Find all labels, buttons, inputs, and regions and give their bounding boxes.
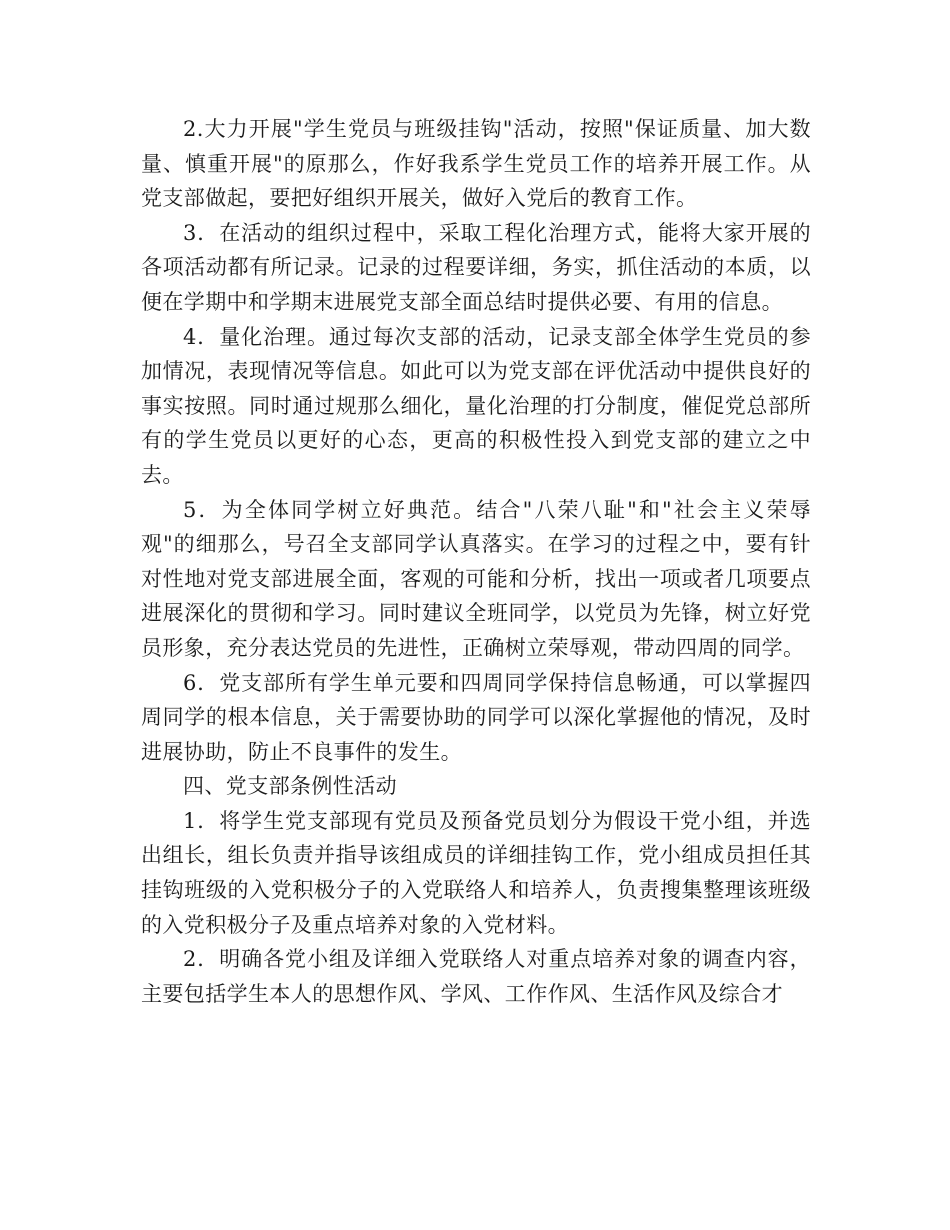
section-heading-four: 四、党支部条例性活动 [183, 774, 397, 799]
paragraph-item-2: 2.大力开展"学生党员与班级挂钩"活动，按照"保证质量、加大数量、慎重开展"的原那么，作好我系学生党员工作的培养开展工作。从党支部做起，要把好组织开展关，做好入党后的教育工作。 [141, 117, 811, 211]
document-body [141, 112, 811, 1011]
paragraph-item-6: 6．党支部所有学生单元要和四周同学保持信息畅通，可以掌握四周同学的根本信息，关于需要协助的同学可以深化掌握他的情况，及时进展协助，防止不良事件的发生。 [141, 670, 811, 764]
paragraph-item-4: 4．量化治理。通过每次支部的活动，记录支部全体学生党员的参加情况，表现情况等信息。如此可以为党支部在评优活动中提供良好的事实按照。同时通过规那么细化，量化治理的打分制度，催促党总部所有的学生党员以更好的心态，更高的积极性投入到党支部的建立之中去。 [141, 324, 811, 487]
paragraph-section-item-2: 2．明确各党小组及详细入党联络人对重点培养对象的调查内容，主要包括学生本人的思想作风、学风、工作作风、生活作风及综合才 [141, 947, 811, 1006]
paragraph-item-5: 5．为全体同学树立好典范。结合"八荣八耻"和"社会主义荣辱观"的细那么，号召全支部同学认真落实。在学习的过程之中，要有针对性地对党支部进展全面，客观的可能和分析，找出一项或者几项要点进展深化的贯彻和学习。同时建议全班同学，以党员为先锋，树立好党员形象，充分表达党员的先进性，正确树立荣辱观，带动四周的同学。 [141, 497, 811, 660]
paragraph-item-3: 3．在活动的组织过程中，采取工程化治理方式，能将大家开展的各项活动都有所记录。记录的过程要详细，务实，抓住活动的本质，以便在学期中和学期末进展党支部全面总结时提供必要、有用的信息。 [141, 220, 811, 314]
paragraph-section-item-1: 1．将学生党支部现有党员及预备党员划分为假设干党小组，并选出组长，组长负责并指导该组成员的详细挂钩工作，党小组成员担任其挂钩班级的入党积极分子的入党联络人和培养人，负责搜集整理该班级的入党积极分子及重点培养对象的入党材料。 [141, 808, 811, 937]
